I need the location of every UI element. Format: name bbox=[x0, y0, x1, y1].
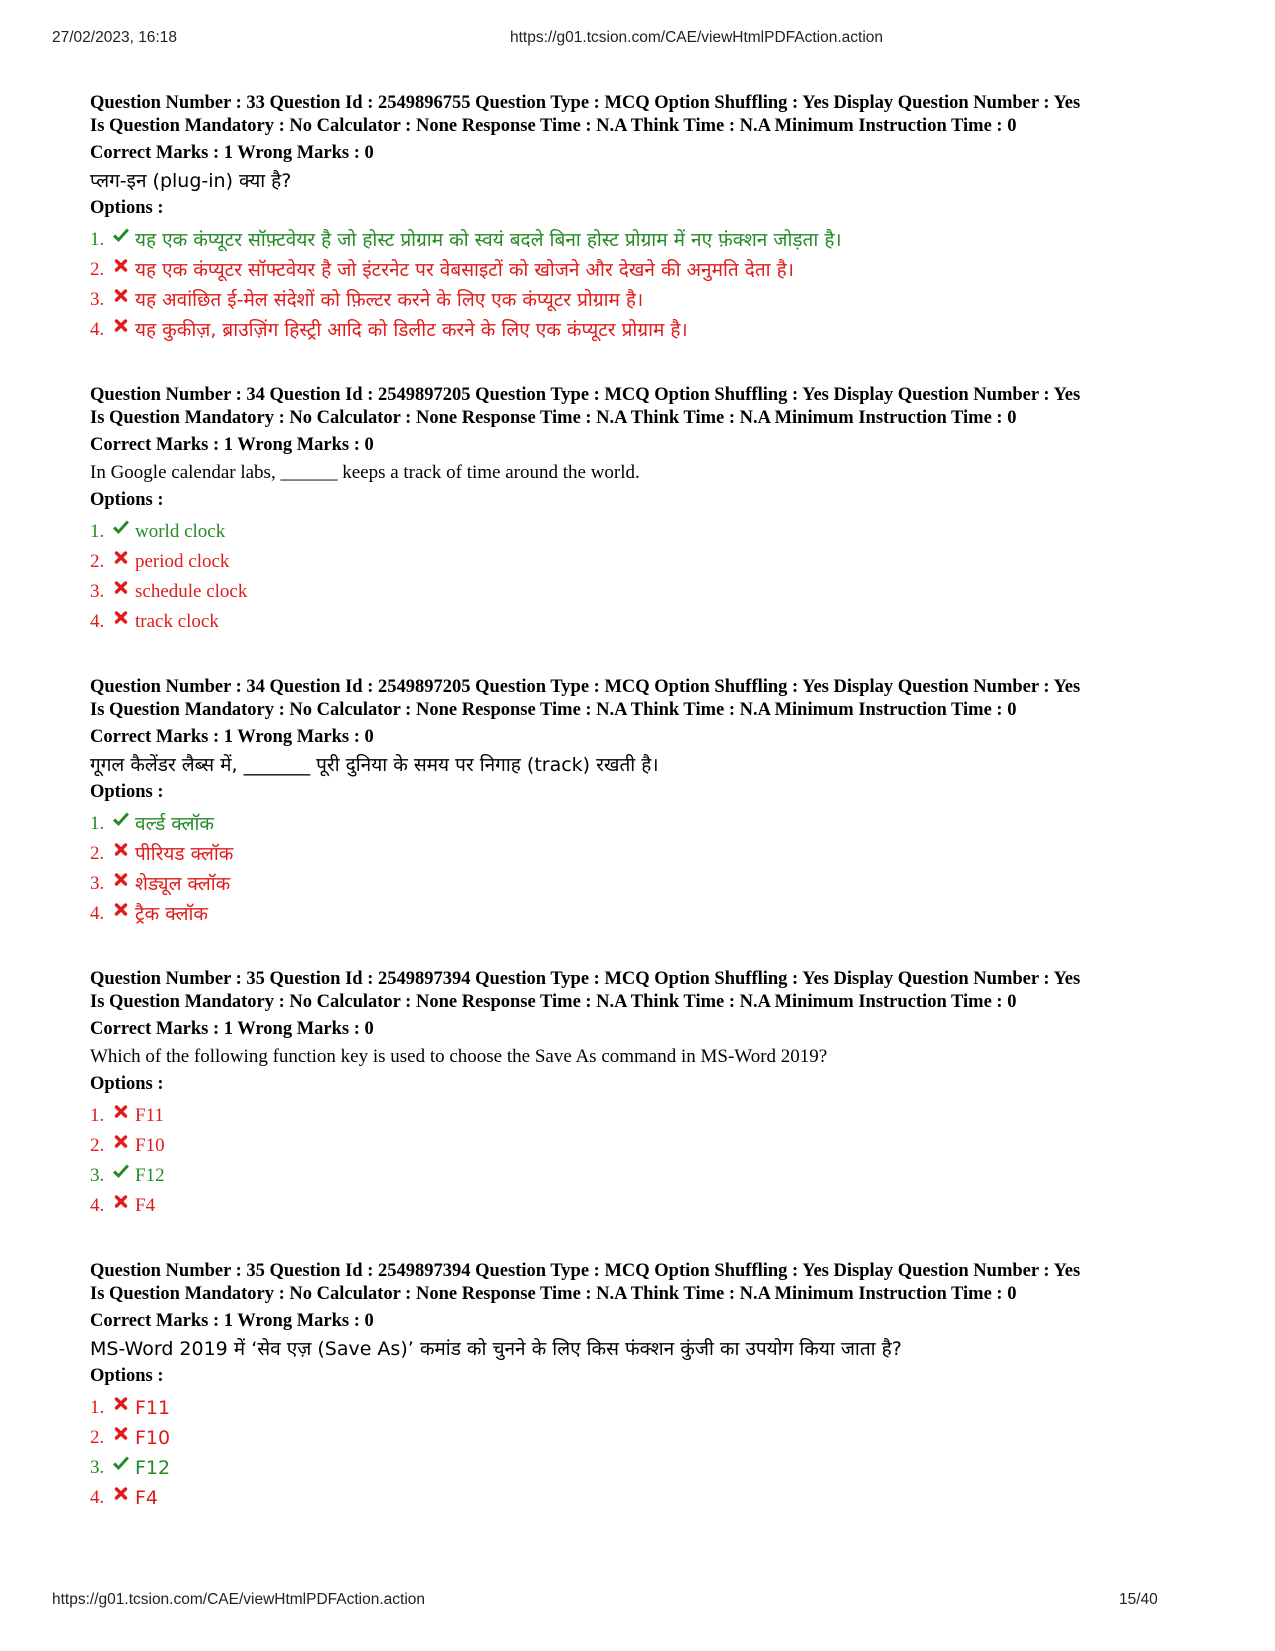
option-text: F11 bbox=[135, 1397, 171, 1419]
option-text: यह कुकीज़, ब्राउज़िंग हिस्ट्री आदि को डिलीट करने के लिए एक कंप्यूटर प्रोग्राम है। bbox=[135, 319, 688, 341]
option-text: track clock bbox=[135, 611, 219, 632]
option-item bbox=[90, 809, 1190, 839]
option-number: 3. bbox=[90, 1165, 105, 1186]
question-marks: Correct Marks : 1 Wrong Marks : 0 bbox=[90, 143, 374, 163]
question-meta-line2: Is Question Mandatory : No Calculator : None Response Time : N.A Think Time : N.A Minimum Instruction Time : 0 bbox=[90, 992, 1017, 1012]
option-item bbox=[90, 1191, 1190, 1221]
option-text: F4 bbox=[135, 1487, 159, 1509]
question-block bbox=[90, 968, 1190, 1221]
option-item bbox=[90, 577, 1190, 607]
cross-icon bbox=[111, 1485, 133, 1505]
option-number: 1. bbox=[90, 229, 105, 250]
option-text: वर्ल्ड क्लॉक bbox=[135, 813, 215, 835]
check-icon bbox=[111, 1455, 133, 1475]
option-item bbox=[90, 899, 1190, 929]
option-number: 3. bbox=[90, 581, 105, 602]
option-text: F12 bbox=[135, 1165, 165, 1186]
option-text: schedule clock bbox=[135, 581, 248, 602]
cross-icon bbox=[111, 1425, 133, 1445]
option-item bbox=[90, 547, 1190, 577]
option-number: 4. bbox=[90, 1195, 105, 1216]
option-item bbox=[90, 869, 1190, 899]
question-meta-line1: Question Number : 35 Question Id : 2549897394 Question Type : MCQ Option Shuffling : Yes Display Question Number : Yes bbox=[90, 969, 1081, 989]
option-number: 2. bbox=[90, 843, 105, 864]
option-number: 3. bbox=[90, 873, 105, 894]
option-item bbox=[90, 1161, 1190, 1191]
option-number: 2. bbox=[90, 1427, 105, 1448]
options-heading: Options : bbox=[90, 198, 164, 218]
options-heading: Options : bbox=[90, 490, 164, 510]
question-block bbox=[90, 384, 1190, 637]
cross-icon bbox=[111, 287, 133, 307]
option-item bbox=[90, 517, 1190, 547]
option-text: यह अवांछित ई-मेल संदेशों को फ़िल्टर करने के लिए एक कंप्यूटर प्रोग्राम है। bbox=[135, 289, 644, 311]
option-item bbox=[90, 607, 1190, 637]
question-meta-line1: Question Number : 34 Question Id : 2549897205 Question Type : MCQ Option Shuffling : Yes Display Question Number : Yes bbox=[90, 677, 1081, 697]
header-datetime: 27/02/2023, 16:18 bbox=[52, 29, 177, 46]
option-number: 4. bbox=[90, 1487, 105, 1508]
option-item bbox=[90, 1101, 1190, 1131]
question-block bbox=[90, 676, 1190, 929]
cross-icon bbox=[111, 549, 133, 569]
options-list bbox=[90, 225, 1190, 345]
page-number: 15/40 bbox=[1119, 1591, 1158, 1608]
option-item bbox=[90, 839, 1190, 869]
question-list bbox=[90, 92, 1190, 1552]
options-heading: Options : bbox=[90, 782, 164, 802]
question-marks: Correct Marks : 1 Wrong Marks : 0 bbox=[90, 727, 374, 747]
option-number: 4. bbox=[90, 611, 105, 632]
check-icon bbox=[111, 519, 133, 539]
options-heading: Options : bbox=[90, 1074, 164, 1094]
option-number: 1. bbox=[90, 521, 105, 542]
option-text: यह एक कंप्यूटर सॉफ़्टवेयर है जो होस्ट प्रोग्राम को स्वयं बदले बिना होस्ट प्रोग्राम में नए फ़ंक्शन जोड़ता है। bbox=[135, 229, 842, 251]
question-marks: Correct Marks : 1 Wrong Marks : 0 bbox=[90, 435, 374, 455]
cross-icon bbox=[111, 1133, 133, 1153]
options-list bbox=[90, 809, 1190, 929]
cross-icon bbox=[111, 317, 133, 337]
question-meta-line2: Is Question Mandatory : No Calculator : None Response Time : N.A Think Time : N.A Minimum Instruction Time : 0 bbox=[90, 408, 1017, 428]
option-text: ट्रैक क्लॉक bbox=[135, 903, 208, 925]
cross-icon bbox=[111, 609, 133, 629]
option-text: F12 bbox=[135, 1457, 171, 1479]
option-number: 3. bbox=[90, 289, 105, 310]
option-text: F11 bbox=[135, 1105, 164, 1126]
option-text: यह एक कंप्यूटर सॉफ्टवेयर है जो इंटरनेट पर वेबसाइटों को खोजने और देखने की अनुमति देता है। bbox=[135, 259, 794, 281]
header-url: https://g01.tcsion.com/CAE/viewHtmlPDFAction.action bbox=[510, 29, 884, 46]
cross-icon bbox=[111, 1103, 133, 1123]
option-number: 4. bbox=[90, 903, 105, 924]
option-item bbox=[90, 285, 1190, 315]
cross-icon bbox=[111, 1395, 133, 1415]
check-icon bbox=[111, 1163, 133, 1183]
options-list bbox=[90, 517, 1190, 637]
question-text: गूगल कैलेंडर लैब्स में, _______ पूरी दुनिया के समय पर निगाह (track) रखती है। bbox=[90, 754, 659, 776]
cross-icon bbox=[111, 871, 133, 891]
question-block bbox=[90, 92, 1190, 345]
option-item bbox=[90, 1393, 1190, 1423]
check-icon bbox=[111, 811, 133, 831]
option-text: world clock bbox=[135, 521, 226, 542]
cross-icon bbox=[111, 257, 133, 277]
question-marks: Correct Marks : 1 Wrong Marks : 0 bbox=[90, 1311, 374, 1331]
option-text: पीरियड क्लॉक bbox=[135, 843, 234, 865]
cross-icon bbox=[111, 841, 133, 861]
option-item bbox=[90, 1453, 1190, 1483]
question-text: In Google calendar labs, ______ keeps a track of time around the world. bbox=[90, 462, 640, 483]
option-text: शेड्यूल क्लॉक bbox=[135, 873, 231, 895]
question-meta-line2: Is Question Mandatory : No Calculator : None Response Time : N.A Think Time : N.A Minimum Instruction Time : 0 bbox=[90, 1284, 1017, 1304]
question-block bbox=[90, 1260, 1190, 1513]
option-item bbox=[90, 225, 1190, 255]
option-text: period clock bbox=[135, 551, 230, 572]
options-list bbox=[90, 1393, 1190, 1513]
option-number: 3. bbox=[90, 1457, 105, 1478]
option-number: 4. bbox=[90, 319, 105, 340]
option-number: 2. bbox=[90, 551, 105, 572]
cross-icon bbox=[111, 579, 133, 599]
question-meta-line2: Is Question Mandatory : No Calculator : None Response Time : N.A Think Time : N.A Minimum Instruction Time : 0 bbox=[90, 116, 1017, 136]
option-text: F10 bbox=[135, 1427, 171, 1449]
cross-icon bbox=[111, 1193, 133, 1213]
question-marks: Correct Marks : 1 Wrong Marks : 0 bbox=[90, 1019, 374, 1039]
option-number: 2. bbox=[90, 259, 105, 280]
options-list bbox=[90, 1101, 1190, 1221]
option-text: F10 bbox=[135, 1135, 165, 1156]
option-item bbox=[90, 1483, 1190, 1513]
question-text: प्लग-इन (plug-in) क्या है? bbox=[90, 170, 292, 192]
option-number: 1. bbox=[90, 1397, 105, 1418]
question-meta-line1: Question Number : 35 Question Id : 2549897394 Question Type : MCQ Option Shuffling : Yes Display Question Number : Yes bbox=[90, 1261, 1081, 1281]
option-number: 1. bbox=[90, 1105, 105, 1126]
check-icon bbox=[111, 227, 133, 247]
question-meta-line1: Question Number : 33 Question Id : 2549896755 Question Type : MCQ Option Shuffling : Yes Display Question Number : Yes bbox=[90, 93, 1081, 113]
option-text: F4 bbox=[135, 1195, 156, 1216]
question-text: Which of the following function key is used to choose the Save As command in MS-Word 2019? bbox=[90, 1046, 828, 1067]
options-heading: Options : bbox=[90, 1366, 164, 1386]
option-item bbox=[90, 1423, 1190, 1453]
option-number: 1. bbox=[90, 813, 105, 834]
footer-url: https://g01.tcsion.com/CAE/viewHtmlPDFAction.action bbox=[52, 1591, 426, 1608]
question-meta-line1: Question Number : 34 Question Id : 2549897205 Question Type : MCQ Option Shuffling : Yes Display Question Number : Yes bbox=[90, 385, 1081, 405]
cross-icon bbox=[111, 901, 133, 921]
option-item bbox=[90, 1131, 1190, 1161]
question-text: MS-Word 2019 में ‘सेव एज़ (Save As)’ कमांड को चुनने के लिए किस फंक्शन कुंजी का उपयोग किया जाता है? bbox=[90, 1338, 902, 1360]
option-item bbox=[90, 255, 1190, 285]
option-item bbox=[90, 315, 1190, 345]
option-number: 2. bbox=[90, 1135, 105, 1156]
question-meta-line2: Is Question Mandatory : No Calculator : None Response Time : N.A Think Time : N.A Minimum Instruction Time : 0 bbox=[90, 700, 1017, 720]
